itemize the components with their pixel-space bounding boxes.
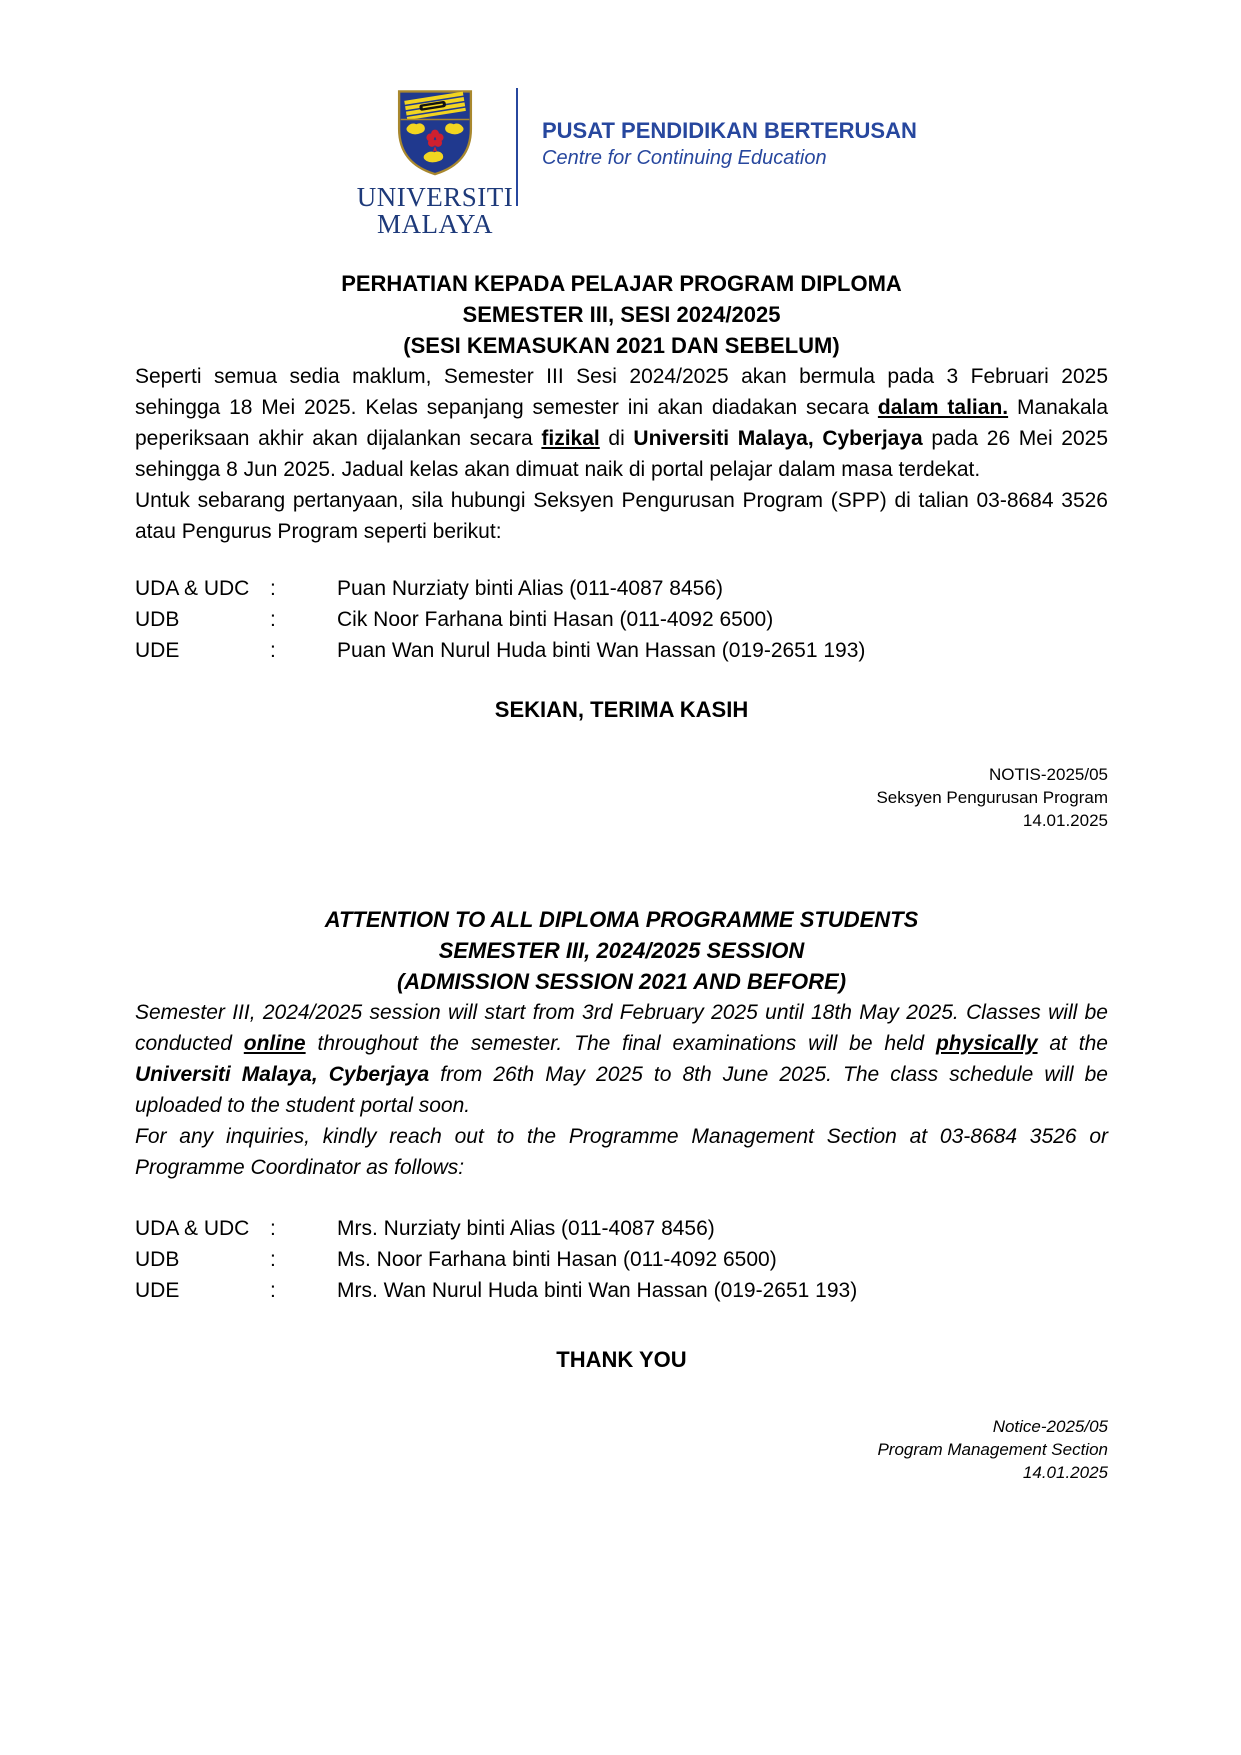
contact-code: UDB [135, 1248, 180, 1271]
contact-row [135, 635, 1108, 666]
english-title-block [135, 904, 1108, 997]
contact-separator: : [270, 1248, 276, 1271]
contact-person: Ms. Noor Farhana binti Hasan (011-4092 6500) [337, 1248, 777, 1271]
contact-code: UDA & UDC [135, 1217, 250, 1240]
contact-separator: : [270, 1279, 276, 1302]
english-title-line3: (ADMISSION SESSION 2021 AND BEFORE) [396, 969, 847, 994]
issuing-section: Seksyen Pengurusan Program [876, 788, 1108, 807]
contact-person: Cik Noor Farhana binti Hasan (011-4092 6500) [337, 608, 774, 631]
document-body [0, 268, 1241, 1484]
department-block [542, 118, 917, 170]
contact-row [135, 1244, 1108, 1275]
contact-code: UDE [135, 639, 180, 662]
english-closing-line: THANK YOU [556, 1347, 687, 1372]
malay-title-line1: PERHATIAN KEPADA PELAJAR PROGRAM DIPLOMA [341, 271, 902, 296]
english-paragraph-1: Semester III, 2024/2025 session will start from 3rd February 2025 until 18th May 2025. Classes will be conducted online throughout the semester. The final examinations will be held physically at the Universiti Malaya, Cyberjaya from 26th May 2025 to 8th June 2025. The class schedule will be uploaded to the student portal soon. [135, 1001, 1108, 1117]
contact-row [135, 1213, 1108, 1244]
department-name-malay: PUSAT PENDIDIKAN BERTERUSAN [542, 118, 917, 143]
department-name-english: Centre for Continuing Education [542, 147, 827, 170]
malay-reference-block [135, 763, 1108, 832]
malay-title-block [135, 268, 1108, 361]
notice-number: Notice-2025/05 [992, 1417, 1108, 1436]
english-reference-block [135, 1415, 1108, 1484]
letterhead [356, 88, 1241, 239]
notice-date: 14.01.2025 [1022, 811, 1108, 830]
malay-title-line3: (SESI KEMASUKAN 2021 DAN SEBELUM) [403, 333, 840, 358]
contact-row [135, 573, 1108, 604]
university-name-line2: MALAYA [376, 209, 494, 239]
university-name-line1: UNIVERSITI [356, 182, 514, 212]
contact-person: Puan Nurziaty binti Alias (011-4087 8456) [337, 577, 724, 600]
contact-code: UDE [135, 1279, 180, 1302]
malay-paragraph-1: Seperti semua sedia maklum, Semester III Sesi 2024/2025 akan bermula pada 3 Februari 2025 sehingga 18 Mei 2025. Kelas sepanjang semester ini akan diadakan secara dalam talian. Manakala peperiksaan akhir akan dijalankan secara fizikal di Universiti Malaya, Cyberjaya pada 26 Mei 2025 sehingga 8 Jun 2025. Jadual kelas akan dimuat naik di portal pelajar dalam masa terdekat. [135, 365, 1109, 481]
malay-contact-list [135, 573, 1108, 666]
notice-date: 14.01.2025 [1022, 1463, 1108, 1482]
english-title-line1: ATTENTION TO ALL DIPLOMA PROGRAMME STUDENTS [324, 907, 919, 932]
malay-paragraph-2: Untuk sebarang pertanyaan, sila hubungi Seksyen Pengurusan Program (SPP) di talian 03-8684 3526 atau Pengurus Program seperti berikut: [135, 489, 1108, 543]
contact-person: Puan Wan Nurul Huda binti Wan Hassan (019-2651 193) [337, 639, 866, 662]
contact-person: Mrs. Nurziaty binti Alias (011-4087 8456) [337, 1217, 715, 1240]
malay-closing-line: SEKIAN, TERIMA KASIH [494, 697, 749, 722]
english-paragraph-2: For any inquiries, kindly reach out to the Programme Management Section at 03-8684 3526 or Programme Coordinator as follows: [135, 1125, 1108, 1179]
contact-person: Mrs. Wan Nurul Huda binti Wan Hassan (019-2651 193) [337, 1279, 858, 1302]
contact-code: UDA & UDC [135, 577, 250, 600]
university-wordmark [357, 184, 513, 238]
contact-code: UDB [135, 608, 180, 631]
university-logo [356, 88, 514, 239]
notice-number: NOTIS-2025/05 [988, 765, 1108, 784]
contact-separator: : [270, 639, 276, 662]
english-title-line2: SEMESTER III, 2024/2025 SESSION [438, 938, 805, 963]
issuing-section: Program Management Section [877, 1440, 1108, 1459]
university-malaya-crest-icon [396, 88, 474, 176]
letterhead-divider [516, 88, 518, 206]
malay-title-line2: SEMESTER III, SESI 2024/2025 [462, 302, 781, 327]
contact-separator: : [270, 608, 276, 631]
contact-separator: : [270, 1217, 276, 1240]
contact-row [135, 604, 1108, 635]
contact-separator: : [270, 577, 276, 600]
contact-row [135, 1275, 1108, 1306]
english-contact-list [135, 1213, 1108, 1306]
